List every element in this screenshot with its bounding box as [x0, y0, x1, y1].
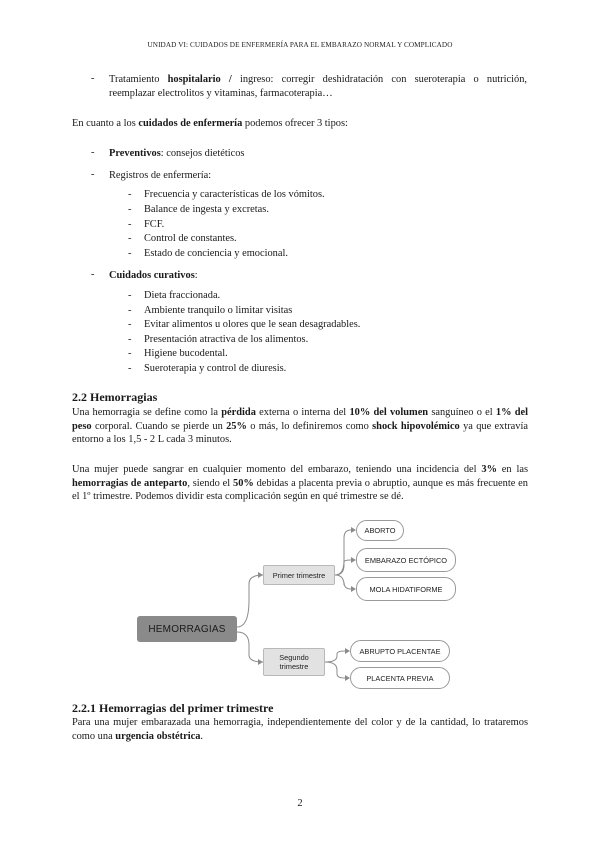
hemorrhage-diagram: [137, 520, 459, 698]
bold-text: 3%: [481, 464, 497, 475]
item-text: Dieta fraccionada.: [144, 290, 221, 301]
connector-line: [335, 530, 351, 575]
list-item: - Estado de conciencia y emocional.: [128, 248, 288, 260]
bold-text: shock hipovolémico: [372, 420, 460, 432]
paragraph: [72, 716, 528, 743]
diagram-leaf-abrupto-placentae: ABRUPTO PLACENTAE: [350, 640, 450, 662]
list-item: - Presentación atractiva de los alimentos.: [128, 333, 309, 345]
item-text: Evitar alimentos u olores que le sean desagradables.: [144, 319, 361, 331]
item-text: Higiene bucodental.: [144, 348, 228, 360]
text: Una hemorragia se define como la: [72, 407, 222, 418]
text: ingreso: corregir deshidratación con sueroterapia o nutrición,: [239, 74, 527, 85]
paragraph: [72, 406, 528, 447]
diagram-branch-first-trimester: Primer trimestre: [263, 565, 335, 585]
separator: /: [220, 74, 240, 85]
item-text: Balance de ingesta y excretas.: [144, 203, 269, 215]
bold-text: 10% del volumen: [349, 407, 429, 418]
list-item: - Evitar alimentos u olores que le sean desagradables.: [128, 319, 361, 331]
text: Tratamiento: [109, 74, 168, 85]
item-text: Frecuencia y características de los vómitos.: [144, 189, 325, 200]
bold-text: 50%: [233, 477, 254, 489]
preventivos-item: [109, 147, 244, 161]
text: podemos ofrecer 3 tipos:: [242, 118, 348, 129]
diagram-root-node: HEMORRAGIAS: [137, 616, 237, 642]
diagram-leaf-mola-hidatiforme: MOLA HIDATIFORME: [356, 577, 456, 601]
connector-line: [237, 575, 263, 627]
text: en las: [496, 464, 528, 475]
curativos-label: [109, 269, 198, 283]
text: ya que extravía entorno a los 1,5 - 2 L cada 3 minutos.: [72, 420, 528, 446]
bullet-dash: -: [91, 147, 95, 158]
registros-label: Registros de enfermería:: [109, 170, 212, 181]
bold-text: hemorragias de anteparto: [72, 477, 188, 489]
item-text: Ambiente tranquilo o limitar visitas: [144, 304, 293, 316]
section-heading: 2.2 Hemorragias: [72, 390, 158, 404]
registros-list: [128, 188, 325, 262]
list-item: - Balance de ingesta y excretas.: [128, 203, 269, 215]
text: Una mujer puede sangrar en cualquier momento del embarazo, teniendo una incidencia del: [72, 464, 482, 475]
list-item: - Sueroterapia y control de diuresis.: [128, 362, 287, 374]
item-text: Presentación atractiva de los alimentos.: [144, 333, 309, 345]
running-header: UNIDAD VI: CUIDADOS DE ENFERMERÍA PARA EL EMBARAZO NORMAL Y COMPLICADO: [147, 41, 453, 49]
diagram-leaf-embarazo-ectopico: EMBARAZO ECTÓPICO: [356, 548, 456, 572]
paragraph: [72, 463, 528, 504]
text: , siendo el: [187, 477, 233, 489]
text: debidas a placenta previa o abruptio, aunque es más frecuente en el 1º trimestre. Podemos dividir esta complicación según en qué trimestre se dé.: [72, 477, 528, 503]
item-text: Sueroterapia y control de diuresis.: [144, 362, 287, 374]
treatment-item: [109, 73, 527, 100]
diagram-leaf-aborto: ABORTO: [356, 520, 404, 541]
text: : consejos dietéticos: [160, 148, 245, 159]
bullet-dash: -: [91, 269, 95, 280]
curativos-list: [128, 289, 360, 377]
item-text: Estado de conciencia y emocional.: [144, 248, 288, 260]
list-item: - Higiene bucodental.: [128, 348, 228, 360]
text: .: [200, 730, 204, 742]
connector-line: [325, 651, 345, 662]
bold-text: pérdida: [221, 407, 256, 418]
text: corporal. Cuando se pierde un: [91, 420, 227, 432]
bold-text: Preventivos: [109, 148, 161, 159]
subsection-heading: 2.2.1 Hemorragias del primer trimestre: [72, 701, 274, 715]
bold-text: 25%: [226, 420, 247, 432]
text: En cuanto a los: [72, 118, 139, 129]
text: :: [194, 270, 198, 281]
list-item: - FCF.: [128, 218, 165, 230]
bold-text: urgencia obstétrica: [115, 730, 201, 742]
text: externa o interna del: [255, 407, 350, 418]
bold-text: hospitalario: [167, 74, 221, 85]
item-text: Control de constantes.: [144, 233, 237, 245]
list-item: - Control de constantes.: [128, 233, 237, 245]
text: o más, lo definiremos como: [246, 420, 373, 432]
intro-paragraph: [72, 117, 532, 131]
page-number: 2: [297, 798, 303, 809]
diagram-leaf-placenta-previa: PLACENTA PREVIA: [350, 667, 450, 689]
list-item: - Ambiente tranquilo o limitar visitas: [128, 304, 293, 316]
connector-line: [325, 662, 345, 678]
bullet-dash: -: [91, 73, 95, 84]
bold-text: 1% del peso: [72, 407, 528, 432]
list-item: - Dieta fraccionada.: [128, 290, 221, 301]
text: reemplazar electrolitos y vitaminas, farmacoterapia…: [109, 87, 333, 99]
list-item: - Frecuencia y características de los vómitos.: [128, 189, 325, 200]
bullet-dash: -: [91, 169, 95, 180]
text: Para una mujer embarazada una hemorragia, independientemente del color y de la cantidad, lo trataremos como una: [72, 717, 528, 742]
bold-text: cuidados de enfermería: [138, 118, 243, 129]
connector-line: [237, 632, 263, 662]
item-text: FCF.: [144, 218, 165, 230]
diagram-branch-second-trimester: Segundo trimestre: [263, 648, 325, 676]
connector-line: [335, 575, 351, 589]
bold-text: Cuidados curativos: [109, 270, 195, 281]
text: sanguíneo o el: [428, 407, 496, 418]
